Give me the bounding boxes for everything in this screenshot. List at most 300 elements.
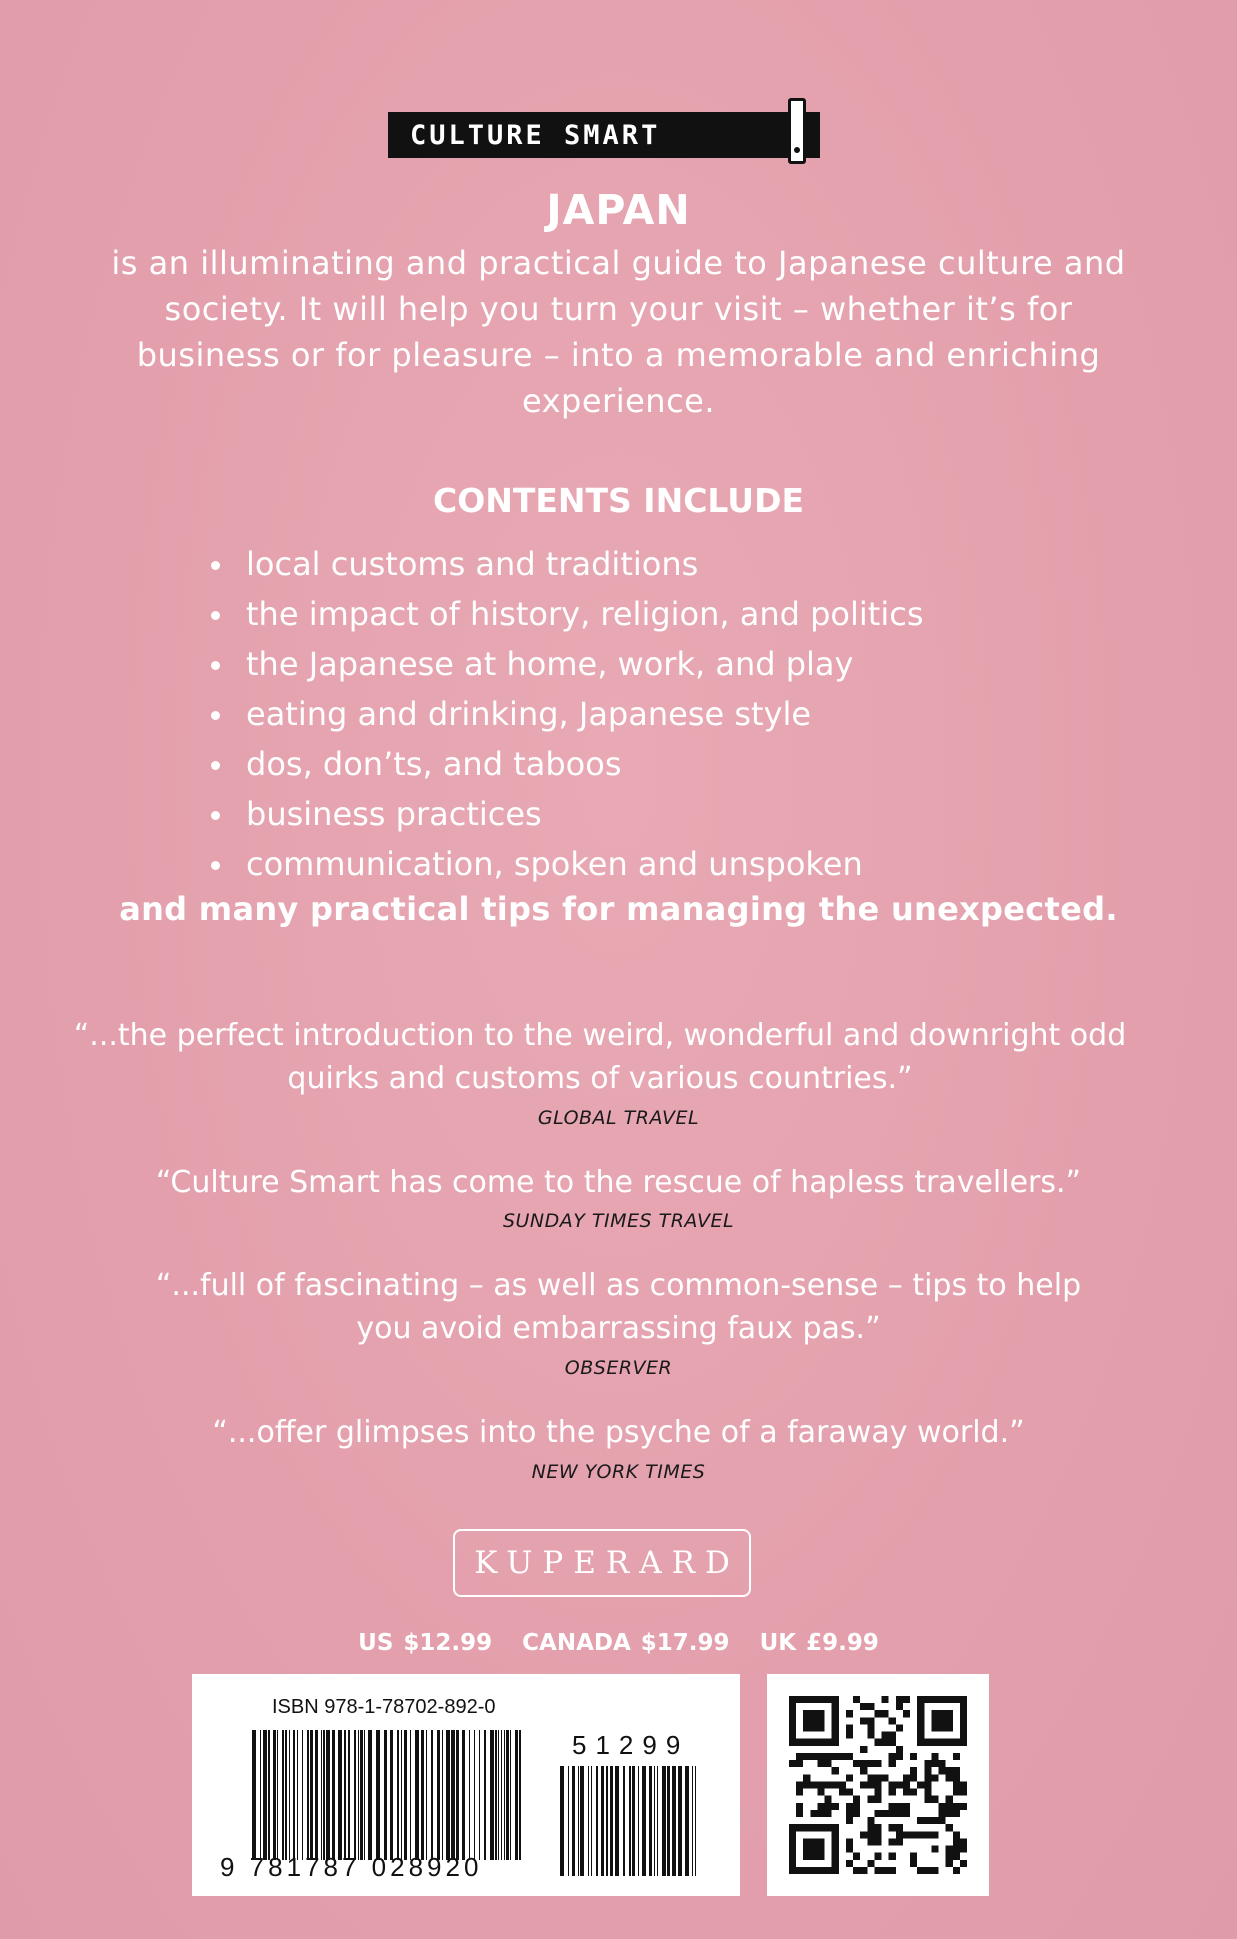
barcode-bar xyxy=(685,1766,689,1876)
qr-module xyxy=(882,1867,889,1874)
barcode-bar xyxy=(410,1730,411,1860)
qr-module xyxy=(874,1760,881,1767)
qr-module xyxy=(924,1789,931,1796)
isbn-label: ISBN 978-1-78702-892-0 xyxy=(272,1696,496,1718)
qr-module xyxy=(931,1760,938,1767)
barcode-bar xyxy=(323,1730,325,1860)
qr-module xyxy=(903,1831,910,1838)
qr-module xyxy=(846,1732,853,1739)
quote-source: NEW YORK TIMES xyxy=(531,1461,706,1483)
qr-module xyxy=(924,1774,931,1781)
barcode-bar xyxy=(519,1730,521,1860)
price-us: US $12.99 xyxy=(358,1630,493,1656)
barcode-icon xyxy=(252,1730,524,1860)
price-uk: UK £9.99 xyxy=(759,1630,879,1656)
qr-module xyxy=(960,1789,967,1796)
list-item: dos, don’ts, and taboos xyxy=(208,739,923,789)
qr-module xyxy=(867,1732,874,1739)
qr-module xyxy=(931,1753,938,1760)
qr-module xyxy=(882,1710,889,1717)
qr-module xyxy=(853,1796,860,1803)
qr-module xyxy=(931,1867,938,1874)
barcode-bar xyxy=(431,1730,433,1860)
qr-module xyxy=(910,1853,917,1860)
qr-module xyxy=(860,1717,867,1724)
qr-module xyxy=(882,1732,889,1739)
barcode-addon-digits: 51299 xyxy=(572,1730,690,1760)
qr-module xyxy=(860,1781,867,1788)
barcode-bar xyxy=(302,1730,303,1860)
barcode-bar xyxy=(638,1766,639,1876)
qr-module xyxy=(931,1831,938,1838)
barcode-bar xyxy=(310,1730,313,1860)
qr-module xyxy=(896,1703,903,1710)
qr-module xyxy=(910,1774,917,1781)
barcode-bar xyxy=(315,1730,318,1860)
qr-module xyxy=(796,1810,803,1817)
qr-module xyxy=(896,1696,903,1703)
book-title: JAPAN xyxy=(546,186,691,234)
barcode-bar xyxy=(437,1730,440,1860)
qr-module xyxy=(825,1781,832,1788)
barcode-bar xyxy=(368,1730,372,1860)
qr-module xyxy=(846,1774,853,1781)
qr-module xyxy=(960,1803,967,1810)
qr-module xyxy=(889,1824,896,1831)
barcode-bar xyxy=(344,1730,346,1860)
qr-module xyxy=(796,1803,803,1810)
barcode-bar xyxy=(326,1730,330,1860)
quote-text: “...the perfect introduction to the weird, wonderful and downright odd quirks and customs of various countries.” xyxy=(73,1018,1127,1096)
qr-module xyxy=(874,1796,881,1803)
qr-module xyxy=(889,1838,896,1845)
qr-module xyxy=(867,1860,874,1867)
qr-module xyxy=(867,1774,874,1781)
qr-module xyxy=(924,1831,931,1838)
barcode-bar xyxy=(642,1766,646,1876)
qr-module xyxy=(825,1810,832,1817)
barcode-bar xyxy=(490,1730,494,1860)
qr-module xyxy=(939,1810,946,1817)
qr-module xyxy=(896,1810,903,1817)
qr-module xyxy=(946,1860,953,1867)
barcode-bar xyxy=(390,1730,393,1860)
qr-module xyxy=(889,1789,896,1796)
barcode-bar xyxy=(263,1730,267,1860)
qr-module xyxy=(860,1746,867,1753)
qr-module xyxy=(796,1781,803,1788)
qr-module xyxy=(874,1853,881,1860)
qr-module xyxy=(874,1774,881,1781)
qr-module xyxy=(960,1781,967,1788)
qr-module xyxy=(946,1810,953,1817)
qr-module xyxy=(839,1781,846,1788)
qr-module xyxy=(896,1724,903,1731)
qr-module xyxy=(946,1774,953,1781)
quote-source: OBSERVER xyxy=(564,1357,673,1379)
qr-module xyxy=(810,1810,817,1817)
barcode-bar xyxy=(479,1730,480,1860)
qr-module xyxy=(846,1838,853,1845)
barcode-bar xyxy=(657,1766,658,1876)
qr-module xyxy=(946,1796,953,1803)
qr-module xyxy=(889,1717,896,1724)
barcode-bar xyxy=(421,1730,424,1860)
barcode-panel xyxy=(192,1674,740,1896)
barcode-bar xyxy=(649,1766,652,1876)
qr-module xyxy=(874,1810,881,1817)
qr-module xyxy=(924,1867,931,1874)
qr-module xyxy=(903,1803,910,1810)
qr-module xyxy=(889,1803,896,1810)
barcode-bar xyxy=(404,1730,407,1860)
barcode-bar xyxy=(560,1766,564,1876)
exclamation-icon xyxy=(788,98,806,164)
qr-module xyxy=(846,1710,853,1717)
qr-module xyxy=(917,1781,924,1788)
list-item: business practices xyxy=(208,789,923,839)
qr-module xyxy=(853,1853,860,1860)
barcode-bar xyxy=(692,1766,693,1876)
qr-module xyxy=(896,1753,903,1760)
qr-module xyxy=(817,1781,824,1788)
qr-module xyxy=(803,1781,810,1788)
barcode-bar xyxy=(484,1730,486,1860)
barcode-bar xyxy=(623,1766,625,1876)
price-barcode-icon xyxy=(560,1766,700,1876)
barcode-bar xyxy=(632,1766,635,1876)
barcode-bar xyxy=(495,1730,497,1860)
barcode-bar xyxy=(504,1730,505,1860)
qr-module xyxy=(825,1803,832,1810)
qr-code-icon xyxy=(789,1696,967,1874)
qr-module xyxy=(825,1753,832,1760)
barcode-bar xyxy=(678,1766,682,1876)
barcode-bar xyxy=(695,1766,696,1876)
barcode-bar xyxy=(451,1730,455,1860)
contents-heading: CONTENTS INCLUDE xyxy=(432,481,805,520)
barcode-bar xyxy=(578,1766,579,1876)
qr-module xyxy=(832,1753,839,1760)
barcode-bar xyxy=(515,1730,518,1860)
qr-module xyxy=(817,1753,824,1760)
qr-module xyxy=(931,1774,938,1781)
qr-module xyxy=(803,1774,810,1781)
qr-module xyxy=(853,1760,860,1767)
qr-module xyxy=(867,1838,874,1845)
qr-module xyxy=(882,1696,889,1703)
qr-module xyxy=(953,1803,960,1810)
qr-module xyxy=(839,1753,846,1760)
qr-module xyxy=(832,1767,839,1774)
barcode-bar xyxy=(348,1730,350,1860)
barcode-bar xyxy=(293,1730,295,1860)
qr-module xyxy=(939,1817,946,1824)
barcode-bar xyxy=(442,1730,443,1860)
qr-module xyxy=(853,1810,860,1817)
qr-module xyxy=(953,1810,960,1817)
qr-module xyxy=(853,1867,860,1874)
qr-module xyxy=(874,1710,881,1717)
qr-module xyxy=(889,1867,896,1874)
qr-module xyxy=(796,1789,803,1796)
barcode-bar xyxy=(510,1730,511,1860)
quote-text: “Culture Smart has come to the rescue of hapless travellers.” xyxy=(155,1165,1082,1200)
qr-module xyxy=(860,1867,867,1874)
barcode-bar xyxy=(338,1730,342,1860)
price-line xyxy=(0,1630,1237,1656)
barcode-bar xyxy=(268,1730,270,1860)
qr-module xyxy=(953,1838,960,1845)
barcode-bar xyxy=(307,1730,309,1860)
barcode-bar xyxy=(358,1730,359,1860)
contents-list xyxy=(208,539,923,889)
series-logo xyxy=(388,112,820,158)
qr-module xyxy=(867,1724,874,1731)
barcode-bar xyxy=(289,1730,290,1860)
qr-module xyxy=(810,1781,817,1788)
barcode-bar xyxy=(606,1766,608,1876)
qr-module xyxy=(846,1789,853,1796)
qr-module xyxy=(896,1781,903,1788)
qr-module xyxy=(867,1824,874,1831)
qr-module xyxy=(960,1838,967,1845)
qr-module xyxy=(931,1710,952,1731)
qr-module xyxy=(903,1789,910,1796)
qr-module xyxy=(946,1824,953,1831)
qr-module xyxy=(846,1860,853,1867)
qr-module xyxy=(867,1703,874,1710)
qr-module xyxy=(889,1753,896,1760)
qr-module xyxy=(889,1853,896,1860)
barcode-bar xyxy=(672,1766,676,1876)
barcode-bar xyxy=(588,1766,589,1876)
qr-module xyxy=(874,1789,881,1796)
qr-module xyxy=(846,1846,853,1853)
qr-module xyxy=(960,1846,967,1853)
barcode-bar xyxy=(654,1766,655,1876)
qr-module xyxy=(939,1803,946,1810)
qr-module xyxy=(817,1803,824,1810)
qr-module xyxy=(846,1724,853,1731)
barcode-digits: 9 781787 028920 xyxy=(220,1852,483,1882)
barcode-bar xyxy=(252,1730,256,1860)
list-item: eating and drinking, Japanese style xyxy=(208,689,923,739)
qr-module xyxy=(931,1846,938,1853)
qr-module xyxy=(882,1810,889,1817)
qr-module xyxy=(796,1760,803,1767)
qr-module xyxy=(903,1696,910,1703)
qr-module xyxy=(874,1781,881,1788)
qr-module xyxy=(846,1753,853,1760)
qr-module xyxy=(860,1767,867,1774)
qr-module xyxy=(867,1817,874,1824)
barcode-bar xyxy=(332,1730,335,1860)
qr-module xyxy=(896,1824,903,1831)
qr-module xyxy=(953,1781,960,1788)
qr-module xyxy=(953,1831,960,1838)
barcode-bar xyxy=(456,1730,459,1860)
qr-module xyxy=(832,1803,839,1810)
quote-source: GLOBAL TRAVEL xyxy=(537,1107,700,1129)
barcode-bar xyxy=(469,1730,470,1860)
qr-module xyxy=(860,1760,867,1767)
barcode-bar xyxy=(601,1766,604,1876)
qr-module xyxy=(953,1767,960,1774)
barcode-bar xyxy=(474,1730,475,1860)
qr-module xyxy=(867,1760,874,1767)
barcode-bar xyxy=(376,1730,380,1860)
qr-module xyxy=(903,1810,910,1817)
qr-module xyxy=(924,1817,931,1824)
qr-module xyxy=(889,1781,896,1788)
qr-module xyxy=(860,1831,867,1838)
qr-module xyxy=(946,1767,953,1774)
barcode-bar xyxy=(401,1730,402,1860)
qr-module xyxy=(953,1846,960,1853)
barcode-bar xyxy=(282,1730,284,1860)
barcode-bar xyxy=(662,1766,666,1876)
qr-module xyxy=(960,1860,967,1867)
barcode-bar xyxy=(297,1730,298,1860)
qr-module xyxy=(874,1739,881,1746)
barcode-bar xyxy=(591,1766,592,1876)
qr-module xyxy=(867,1831,874,1838)
qr-module xyxy=(846,1803,853,1810)
barcode-bar xyxy=(498,1730,499,1860)
qr-module xyxy=(867,1781,874,1788)
list-item: the Japanese at home, work, and play xyxy=(208,639,923,689)
quote-text: “...offer glimpses into the psyche of a faraway world.” xyxy=(212,1415,1025,1450)
qr-module xyxy=(903,1774,910,1781)
list-item: communication, spoken and unspoken xyxy=(208,839,923,889)
qr-module xyxy=(931,1817,938,1824)
barcode-bar xyxy=(667,1766,670,1876)
publisher-logo: KUPERARD xyxy=(453,1529,751,1597)
qr-module xyxy=(924,1796,931,1803)
qr-module xyxy=(874,1838,881,1845)
qr-module xyxy=(874,1831,881,1838)
qr-module xyxy=(832,1781,839,1788)
qr-module xyxy=(817,1789,824,1796)
qr-module xyxy=(889,1739,896,1746)
qr-module xyxy=(874,1867,881,1874)
qr-module xyxy=(917,1817,924,1824)
qr-module xyxy=(910,1831,917,1838)
qr-module xyxy=(817,1760,824,1767)
barcode-bar xyxy=(364,1730,365,1860)
list-item: local customs and traditions xyxy=(208,539,923,589)
barcode-bar xyxy=(572,1766,575,1876)
qr-module xyxy=(910,1767,917,1774)
barcode-bar xyxy=(501,1730,502,1860)
qr-module xyxy=(846,1810,853,1817)
qr-module xyxy=(896,1831,903,1838)
qr-module xyxy=(882,1739,889,1746)
qr-module xyxy=(896,1746,903,1753)
qr-module xyxy=(882,1774,889,1781)
qr-module xyxy=(825,1760,832,1767)
barcode-bar xyxy=(580,1766,584,1876)
qr-module xyxy=(903,1781,910,1788)
qr-module xyxy=(896,1838,903,1845)
qr-module xyxy=(846,1817,853,1824)
qr-module xyxy=(910,1860,917,1867)
qr-module xyxy=(917,1867,924,1874)
barcode-bar xyxy=(596,1766,598,1876)
qr-module xyxy=(939,1760,946,1767)
qr-module xyxy=(825,1796,832,1803)
qr-module xyxy=(853,1803,860,1810)
qr-module xyxy=(946,1846,953,1853)
barcode-bar xyxy=(397,1730,399,1860)
qr-module xyxy=(874,1824,881,1831)
barcode-bar xyxy=(273,1730,276,1860)
price-canada: CANADA $17.99 xyxy=(522,1630,730,1656)
barcode-bar xyxy=(354,1730,356,1860)
qr-module xyxy=(889,1810,896,1817)
qr-module xyxy=(953,1867,960,1874)
qr-module xyxy=(953,1774,960,1781)
barcode-bar xyxy=(415,1730,419,1860)
qr-module xyxy=(903,1710,910,1717)
qr-module xyxy=(889,1760,896,1767)
barcode-bar xyxy=(506,1730,509,1860)
qr-module xyxy=(924,1760,931,1767)
barcode-bar xyxy=(285,1730,287,1860)
qr-module xyxy=(924,1781,931,1788)
barcode-bar xyxy=(321,1730,322,1860)
barcode-bar xyxy=(426,1730,427,1860)
qr-module xyxy=(953,1853,960,1860)
qr-module xyxy=(867,1717,874,1724)
quote-source: SUNDAY TIMES TRAVEL xyxy=(502,1210,735,1232)
qr-module xyxy=(953,1789,960,1796)
quote-text: “...full of fascinating – as well as common-sense – tips to help you avoid embarrassing faux pas.” xyxy=(155,1268,1082,1346)
qr-module xyxy=(817,1810,824,1817)
qr-module xyxy=(853,1696,860,1703)
qr-module xyxy=(889,1732,896,1739)
qr-module xyxy=(867,1796,874,1803)
qr-module xyxy=(839,1789,846,1796)
qr-module xyxy=(810,1753,817,1760)
barcode-bar xyxy=(629,1766,631,1876)
intro-paragraph: is an illuminating and practical guide to Japanese culture and society. It will help you turn your visit – whether it’s for business or for pleasure – into a memorable and enriching experience. xyxy=(111,244,1126,420)
qr-module xyxy=(789,1760,796,1767)
qr-module xyxy=(860,1703,867,1710)
qr-module xyxy=(953,1753,960,1760)
qr-module xyxy=(803,1753,810,1760)
series-logo-text: CULTURE SMART xyxy=(410,120,661,151)
qr-module xyxy=(910,1753,917,1760)
qr-module xyxy=(946,1803,953,1810)
qr-module xyxy=(796,1753,803,1760)
qr-module xyxy=(924,1767,931,1774)
qr-module xyxy=(939,1767,946,1774)
barcode-bar xyxy=(610,1766,613,1876)
qr-module xyxy=(910,1789,917,1796)
barcode-bar xyxy=(260,1730,261,1860)
barcode-bar xyxy=(384,1730,387,1860)
barcode-bar xyxy=(462,1730,465,1860)
barcode-bar xyxy=(277,1730,278,1860)
qr-module xyxy=(803,1710,824,1731)
contents-closing: and many practical tips for managing the unexpected. xyxy=(119,890,1118,928)
qr-module xyxy=(896,1803,903,1810)
barcode-bar xyxy=(446,1730,450,1860)
barcode-bar xyxy=(568,1766,569,1876)
qr-module xyxy=(931,1796,938,1803)
